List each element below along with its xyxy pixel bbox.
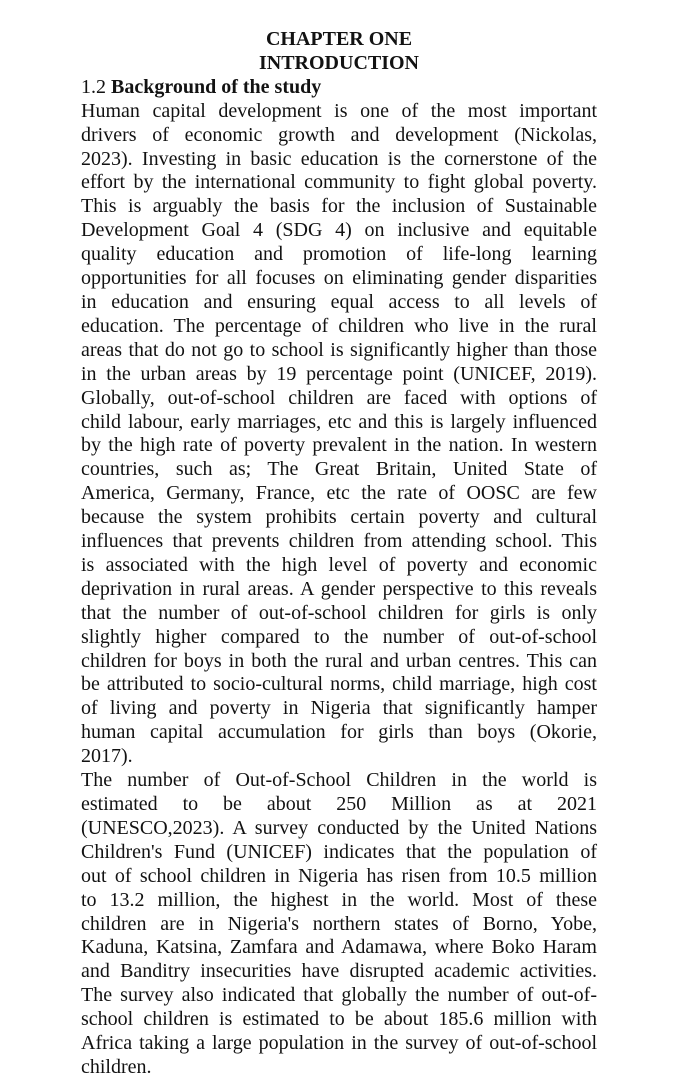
text-line: is associated with the high level of poverty and economic <box>81 553 597 576</box>
text-line: influences that prevents children from attending school. This <box>81 530 597 553</box>
text-line: quality education and promotion of life-long learning <box>81 243 597 266</box>
text-line: 2017). <box>81 745 133 768</box>
text-line: Children's Fund (UNICEF) indicates that the population of <box>81 840 597 863</box>
text-line: Africa taking a large population in the survey of out-of-school <box>81 1032 597 1055</box>
paragraph <box>81 769 597 1080</box>
text-line: children are in Nigeria's northern states of Borno, Yobe, <box>81 912 597 935</box>
section-number: 1.2 <box>81 75 106 98</box>
text-line: Kaduna, Katsina, Zamfara and Adamawa, where Boko Haram <box>81 936 597 959</box>
chapter-title: CHAPTER ONE <box>265 28 413 50</box>
text-line: to 13.2 million, the highest in the world. Most of these <box>81 888 597 911</box>
text-line: countries, such as; The Great Britain, United State of <box>81 458 597 481</box>
text-line: opportunities for all focuses on eliminating gender disparities <box>81 267 597 290</box>
text-line: (UNESCO,2023). A survey conducted by the United Nations <box>81 816 597 839</box>
text-line: in the urban areas by 19 percentage point (UNICEF, 2019). <box>81 362 597 385</box>
text-line: by the high rate of poverty prevalent in the nation. In western <box>81 434 597 457</box>
text-line: that the number of out-of-school children for girls is only <box>81 601 597 624</box>
text-line: areas that do not go to school is significantly higher than those <box>81 338 597 361</box>
text-line: in education and ensuring equal access to all levels of <box>81 290 597 313</box>
text-line: out of school children in Nigeria has risen from 10.5 million <box>81 864 597 887</box>
text-line: because the system prohibits certain poverty and cultural <box>81 506 597 529</box>
text-line: This is arguably the basis for the inclusion of Sustainable <box>81 195 597 218</box>
chapter-subtitle: INTRODUCTION <box>258 51 420 74</box>
section-heading <box>81 76 597 100</box>
text-line: drivers of economic growth and development (Nickolas, <box>81 123 597 146</box>
text-line: be attributed to socio-cultural norms, child marriage, high cost <box>81 673 597 696</box>
body-text <box>81 100 597 1080</box>
section-title: Background of the study <box>111 75 322 98</box>
text-line: slightly higher compared to the number of out-of-school <box>81 625 597 648</box>
text-line: of living and poverty in Nigeria that significantly hamper <box>81 697 597 720</box>
text-line: Globally, out-of-school children are faced with options of <box>81 386 597 409</box>
text-line: Development Goal 4 (SDG 4) on inclusive and equitable <box>81 219 597 242</box>
text-line: The survey also indicated that globally the number of out-of- <box>81 984 597 1007</box>
text-line: human capital accumulation for girls than boys (Okorie, <box>81 721 597 744</box>
text-line: Human capital development is one of the most important <box>81 99 597 122</box>
text-line: estimated to be about 250 Million as at 2021 <box>81 793 597 815</box>
text-line: education. The percentage of children who live in the rural <box>81 314 597 337</box>
text-line: and Banditry insecurities have disrupted academic activities. <box>81 960 597 983</box>
text-line: school children is estimated to be about 185.6 million with <box>81 1008 597 1031</box>
text-line: effort by the international community to fight global poverty. <box>81 171 597 194</box>
text-line: The number of Out-of-School Children in the world is <box>81 769 597 792</box>
text-line: child labour, early marriages, etc and this is largely influenced <box>81 410 597 433</box>
text-line: children. <box>81 1055 152 1078</box>
text-line: America, Germany, France, etc the rate of OOSC are few <box>81 482 597 505</box>
paragraph <box>81 100 597 769</box>
text-line: children for boys in both the rural and urban centres. This can <box>81 649 597 672</box>
text-line: deprivation in rural areas. A gender perspective to this reveals <box>81 577 597 600</box>
text-line: 2023). Investing in basic education is the cornerstone of the <box>81 147 597 170</box>
